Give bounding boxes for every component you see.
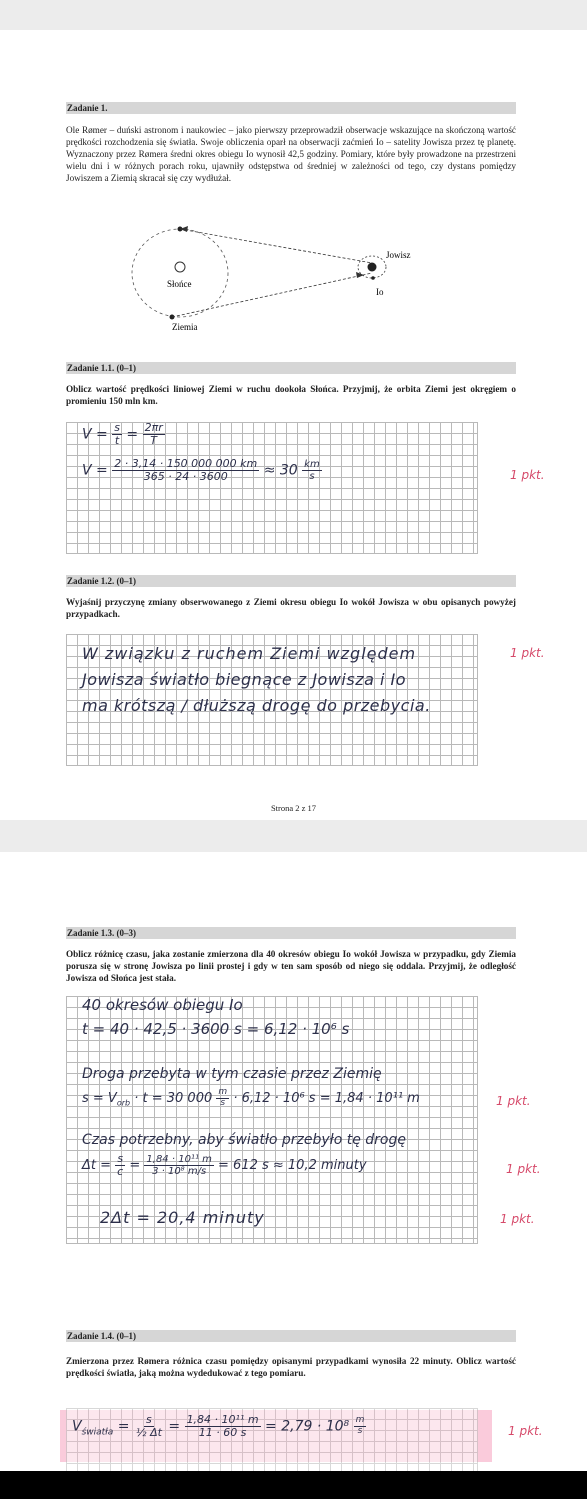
task-1-3-heading: Zadanie 1.3. (0–3) [66,927,516,939]
frac-num: 1,84 · 10¹¹ m [146,1154,212,1166]
frac-den: 3 · 10⁸ m/s [152,1166,207,1178]
task-1-2-points: 1 pkt. [510,646,545,660]
screen-bottom-bar [0,1471,587,1499]
speed-of-light-lhs: V [72,1418,82,1435]
io-symbol [371,276,375,280]
task-1-heading: Zadanie 1. [66,102,516,114]
task-1-3-line-1: 40 okresów obiegu Io [82,996,243,1014]
equals: = [126,426,139,443]
page-number: Strona 2 z 17 [270,803,317,813]
sun-label: Słońce [167,279,192,289]
result: ≈ 30 [263,462,298,479]
earth-orbit [132,229,228,317]
frac-num: 2πr [144,421,163,434]
velocity-lhs: V = [82,462,108,479]
frac-num: s [117,1152,124,1165]
sun-symbol [175,262,185,272]
time-lhs: Δt = [82,1158,112,1174]
task-1-2-answer-line-3: ma krótszą / dłuższą drogę do przebycia. [82,696,431,715]
task-1-2-answer-line-2: Jowisza światło biegnące z Jowisza i Io [82,670,407,689]
light-subscript: światła [81,1427,114,1438]
task-1-4-points: 1 pkt. [508,1424,543,1438]
task-1-3-points-2: 1 pkt. [506,1162,541,1176]
unit-num: m [218,1087,228,1097]
earth-label: Ziemia [172,322,198,332]
jupiter-label: Jowisz [386,250,411,260]
jupiter-symbol [368,263,377,272]
task-1-3-points-3: 1 pkt. [500,1212,535,1226]
task-1-3-line-3: Droga przebyta w tym czasie przez Ziemię [82,1066,382,1082]
task-1-4-prompt: Zmierzona przez Rømera różnica czasu pomiędzy opisanymi przypadkami wynosiła 22 minuty. Oblicz wartość prędkości światła, jaką można wydedukować z tego pomiaru. [66,1356,516,1378]
task-1-1-heading: Zadanie 1.1. (0–1) [66,362,516,374]
equals: = [168,1418,181,1435]
task-1-4-heading: Zadanie 1.4. (0–1) [66,1330,516,1342]
task-1-3-prompt: Oblicz różnicę czasu, jaka zostanie zmierzona dla 40 okresów obiegu Io wokół Jowisza w przypadku, gdy Ziemia porusza się w stronę Jowisza po linii prostej i gdy w ten sam sposób od niego się oddala. Przyjmij, że odległość Jowisza od Słońca jest stała. [66,949,516,983]
task-1-1-line-1 [82,422,165,447]
equals: = [117,1418,130,1435]
task-1-1-points: 1 pkt. [510,468,545,482]
frac-den: 365 · 24 · 3600 [143,470,228,484]
task-1-2-heading: Zadanie 1.2. (0–1) [66,575,516,587]
frac-den: c [117,1165,124,1179]
task-1-2-answer-line-1: W związku z ruchem Ziemi względem [82,644,417,663]
unit-den: s [309,471,315,483]
task-1-2-prompt: Wyjaśnij przyczynę zmiany obserwowanego z Ziemi okresu obiegu Io wokół Jowisza w obu opisanych powyżej przypadkach. [66,597,516,619]
light-ray-top [180,229,372,263]
unit-num: km [304,459,320,471]
task-1-intro: Ole Rømer – duński astronom i naukowiec – jako pierwszy przeprowadził obserwacje wskazujące na skończoną wartość prędkości rozchodzenia się światła. Swoje obliczenia oparł na obserwacji zaćmień Io – satelity Jowisza przez tę planetę. Wyznaczony przez Rømera średni okres obiegu Io wynosił 42,5 godziny. Pomiary, które były prowadzone na przestrzeni wielu dni i w różnych porach roku, ujawniły odstępstwa od średniej w zależności od tego, czy dystans pomiędzy Jowiszem a Ziemią skracał się czy wydłużał. [66,125,516,183]
distance-rhs: · 6,12 · 10⁶ s = 1,84 · 10¹¹ m [233,1090,420,1106]
unit-den: s [357,1426,363,1437]
task-1-3-line-6 [82,1153,367,1178]
frac-num: s [146,1413,152,1426]
distance-mid: · t = 30 000 [134,1090,213,1106]
light-ray-bottom [172,273,372,317]
io-label: Io [376,287,384,297]
task-1-4-answer [72,1414,366,1439]
time-rhs: = 612 s ≈ 10,2 minuty [218,1158,367,1174]
equals: = [129,1158,141,1174]
orbit-subscript: orb [116,1098,131,1108]
frac-den: t [114,434,120,448]
task-1-3-line-2: t = 40 · 42,5 · 3600 s = 6,12 · 10⁶ s [82,1020,350,1038]
orbit-diagram [100,215,420,335]
velocity-lhs: V = [82,426,108,443]
task-1-3-line-5: Czas potrzebny, aby światło przebyło tę drogę [82,1132,406,1148]
frac-den: ½ Δt [135,1426,162,1440]
unit-den: s [220,1097,226,1108]
result: = 2,79 · 10⁸ [265,1418,350,1435]
distance-lhs: s = V [82,1090,117,1106]
task-1-3-line-7: 2Δt = 20,4 minuty [100,1208,265,1227]
task-1-3-points-1: 1 pkt. [496,1094,531,1108]
frac-den: 11 · 60 s [198,1426,247,1440]
frac-den: T [150,434,158,448]
frac-num: s [114,421,120,434]
task-1-3-line-4 [82,1088,420,1109]
frac-num: 1,84 · 10¹¹ m [186,1413,259,1426]
task-1-1-line-2 [82,458,322,483]
frac-num: 2 · 3,14 · 150 000 000 km [114,457,258,470]
task-1-1-prompt: Oblicz wartość prędkości liniowej Ziemi w ruchu dookoła Słońca. Przyjmij, że orbita Ziemi jest okręgiem o promieniu 150 mln km. [66,384,516,406]
unit-num: m [355,1415,365,1426]
